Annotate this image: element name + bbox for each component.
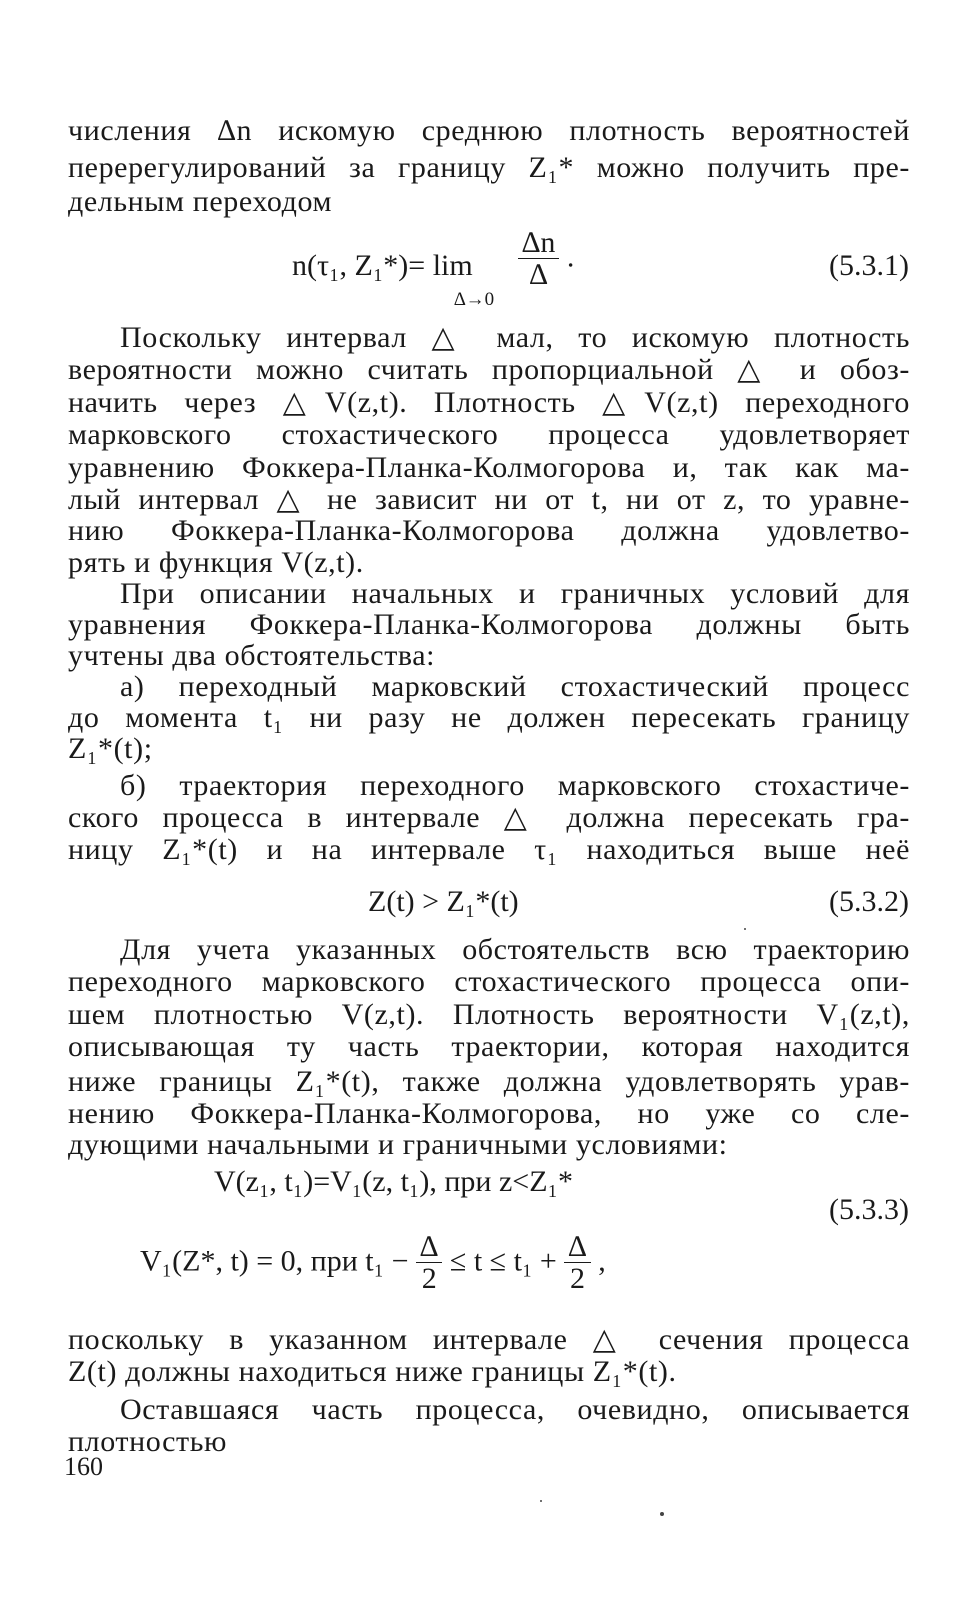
fraction-denominator: 2 bbox=[421, 1262, 437, 1295]
eq-fraction bbox=[518, 228, 574, 291]
fraction-numerator: ∆ bbox=[416, 1232, 442, 1263]
eq-part: , bbox=[598, 1244, 606, 1278]
eq-part: ≤ t ≤ t₁ + bbox=[449, 1244, 557, 1278]
text-line: ского процесса в интервале △ должна пересекать гра- bbox=[68, 801, 910, 834]
text-line: При описании начальных и граничных условий для bbox=[120, 577, 910, 610]
scan-speck bbox=[660, 1512, 664, 1516]
text-line: поскольку в указанном интервале △ сечения процесса bbox=[68, 1323, 910, 1356]
equation-5-3-3-line1: V(z₁, t₁)=V₁(z, t₁), при z<Z₁* bbox=[214, 1165, 573, 1198]
fraction-denominator: ∆ bbox=[529, 258, 548, 291]
text-line: ниже границы Z₁*(t), также должна удовлетворять урав- bbox=[68, 1065, 910, 1098]
fraction-delta-over-two bbox=[564, 1232, 590, 1295]
text-line: ницу Z₁*(t) и на интервале τ₁ находиться выше неё bbox=[68, 833, 910, 866]
text-line: лый интервал △ не зависит ни от t, ни от z, то уравне- bbox=[68, 483, 910, 516]
text-line: нию Фоккера-Планка-Колмогорова должна удовлетво- bbox=[68, 514, 910, 547]
text-line: плотностью bbox=[68, 1425, 228, 1458]
equation-5-3-1 bbox=[292, 248, 473, 284]
text-line: начить через △V(z,t). Плотность △V(z,t) переходного bbox=[68, 386, 910, 419]
scan-speck bbox=[540, 1500, 542, 1502]
equation-number: (5.3.3) bbox=[829, 1193, 909, 1226]
page-number: 160 bbox=[64, 1452, 103, 1481]
text-line: Поскольку интервал △ мал, то искомую плотность bbox=[120, 321, 910, 354]
text-line: а) переходный марковский стохастический процесс bbox=[120, 670, 910, 703]
equation-5-3-2: Z(t) > Z₁*(t) bbox=[368, 885, 519, 918]
scan-speck bbox=[744, 928, 746, 930]
equation-5-3-3-line2 bbox=[140, 1232, 606, 1295]
fraction-delta-over-two bbox=[416, 1232, 442, 1295]
text-line: рять и функция V(z,t). bbox=[68, 546, 364, 579]
eq-tail: . bbox=[566, 240, 575, 274]
equation-number: (5.3.2) bbox=[829, 885, 909, 918]
fraction-numerator: ∆n bbox=[518, 228, 559, 259]
text-line: описывающая ту часть траектории, которая находится bbox=[68, 1030, 910, 1063]
fraction-numerator: ∆ bbox=[564, 1232, 590, 1263]
fraction-denominator: 2 bbox=[570, 1262, 586, 1295]
text-line: нению Фоккера-Планка-Колмогорова, но уже со сле- bbox=[68, 1097, 910, 1130]
text-line: перерегулирований за границу Z₁* можно получить пре- bbox=[68, 151, 910, 184]
text-line: числения ∆n искомую среднюю плотность вероятностей bbox=[68, 114, 910, 147]
text-line: учтены два обстоятельства: bbox=[68, 639, 436, 672]
text-line: марковского стохастического процесса удовлетворяет bbox=[68, 418, 910, 451]
text-line: уравнения Фоккера-Планка-Колмогорова должны быть bbox=[68, 608, 910, 641]
limit-subscript: ∆→0 bbox=[454, 289, 495, 310]
text-line: Оставшаяся часть процесса, очевидно, описывается bbox=[120, 1393, 910, 1426]
text-line: вероятности можно считать пропорциальной △ и обоз- bbox=[68, 353, 910, 386]
eq-lhs: n(τ₁, Z₁*)= lim bbox=[292, 249, 473, 282]
equation-number: (5.3.1) bbox=[829, 249, 909, 282]
eq-part: V₁(Z*, t) = 0, при t₁ − bbox=[140, 1244, 409, 1278]
text-line: Z(t) должны находиться ниже границы Z₁*(t). bbox=[68, 1355, 677, 1388]
text-line: дующими начальными и граничными условиями: bbox=[68, 1128, 728, 1161]
text-line: переходного марковского стохастического процесса опи- bbox=[68, 965, 910, 998]
text-line: дельным переходом bbox=[68, 185, 333, 218]
text-line: уравнению Фоккера-Планка-Колмогорова и, так как ма- bbox=[68, 451, 910, 484]
text-line: Для учета указанных обстоятельств всю траекторию bbox=[120, 933, 910, 966]
text-line: шем плотностью V(z,t). Плотность вероятности V₁(z,t), bbox=[68, 998, 910, 1031]
text-line: б) траектория переходного марковского стохастиче- bbox=[120, 769, 910, 802]
text-line: до момента t₁ ни разу не должен пересекать границу bbox=[68, 701, 910, 734]
text-line: Z₁*(t); bbox=[68, 732, 153, 765]
